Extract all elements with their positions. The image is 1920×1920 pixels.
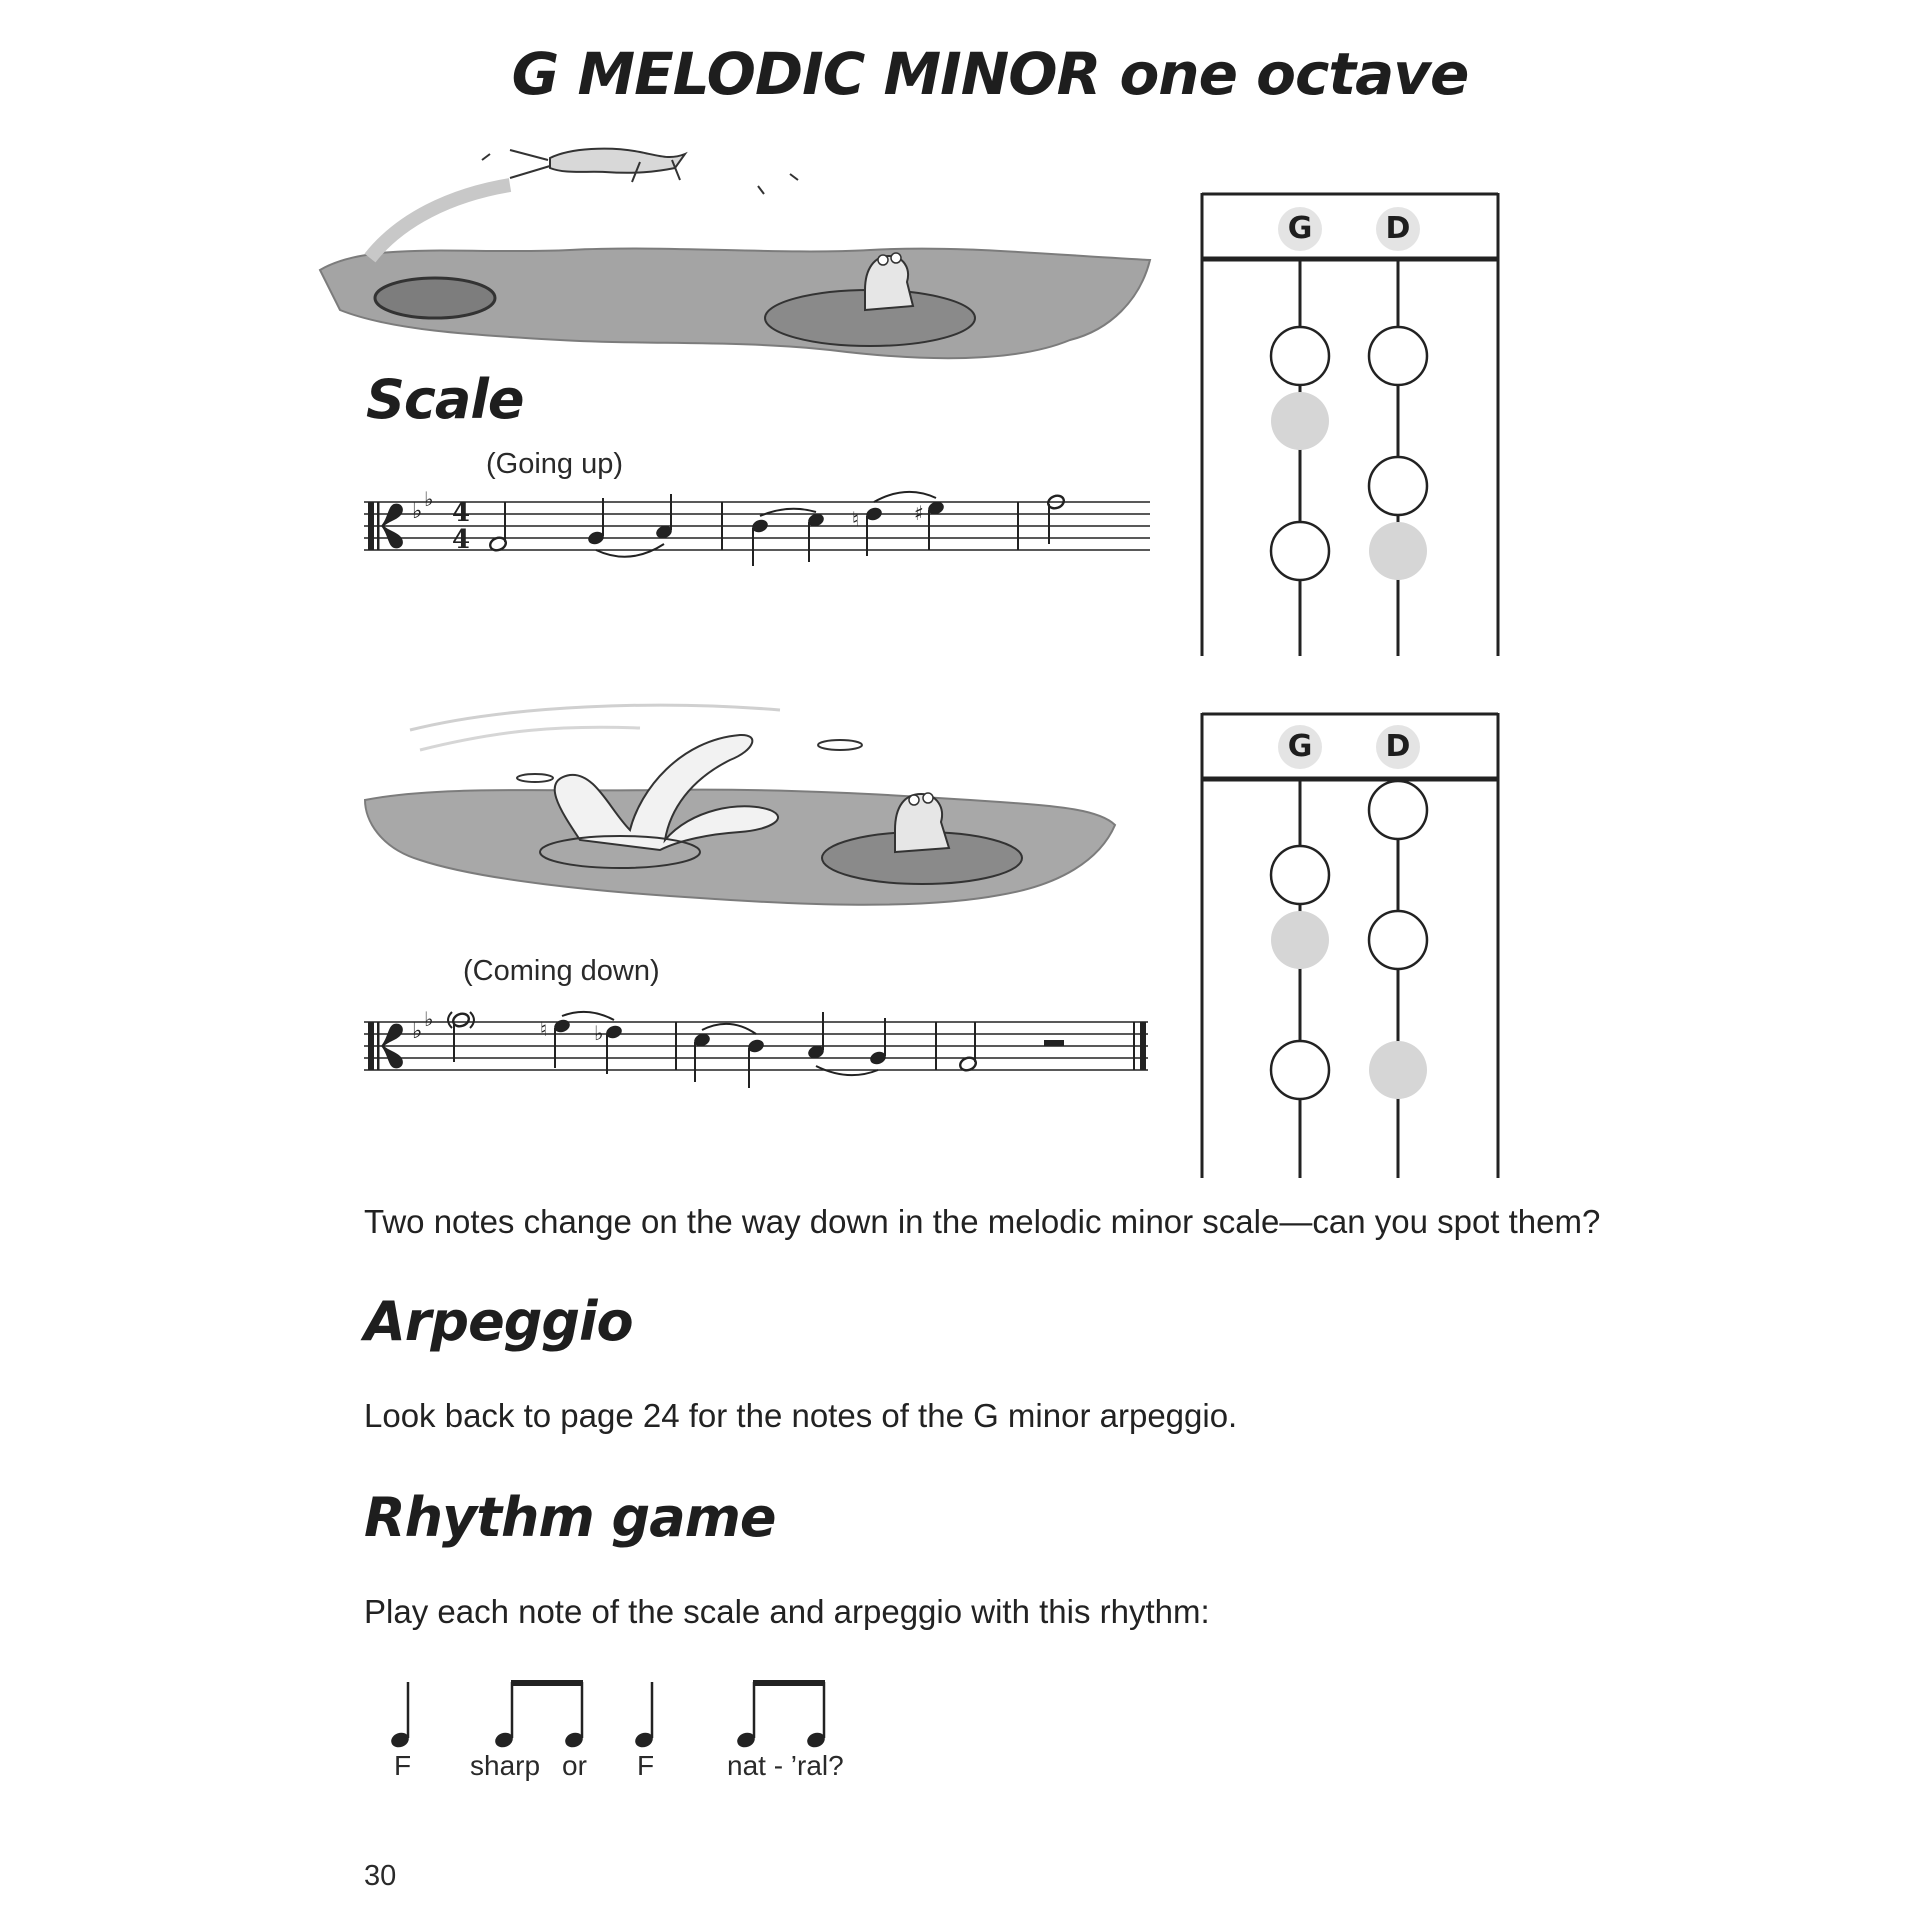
rhythm-syllable: sharp [470, 1750, 541, 1781]
arpeggio-heading: Arpeggio [364, 1290, 633, 1353]
open-finger-dot [1271, 1041, 1329, 1099]
pond-splash-illustration-bottom [360, 700, 1120, 925]
string-label-g: G [1287, 729, 1313, 764]
sharp-sign-icon: ♯ [914, 501, 924, 525]
natural-sign-icon: ♮ [852, 507, 860, 531]
shaded-finger-dot [1369, 1041, 1427, 1099]
time-signature-top: 4 [452, 498, 471, 528]
natural-sign-icon: ♮ [540, 1017, 548, 1041]
open-finger-dot [1271, 327, 1329, 385]
string-label-d: D [1385, 211, 1411, 246]
open-finger-dot [1369, 911, 1427, 969]
open-finger-dot [1271, 846, 1329, 904]
flat-sign-icon: ♭ [424, 487, 434, 511]
rhythm-syllable: nat - ’ral? [727, 1750, 844, 1781]
going-up-label: (Going up) [486, 448, 624, 480]
flat-sign-icon: ♭ [412, 1019, 423, 1044]
flat-sign-icon: ♭ [594, 1021, 604, 1045]
page-title: G MELODIC MINOR one octave [511, 40, 1469, 108]
pond-frogs-illustration-top [310, 140, 1160, 380]
quarter-note-icon [633, 1682, 655, 1750]
arpeggio-text: Look back to page 24 for the notes of the G minor arpeggio. [364, 1397, 1238, 1434]
open-finger-dot [1369, 327, 1427, 385]
staff-ascending-scale [364, 487, 1150, 582]
flat-sign-icon: ♭ [412, 499, 423, 524]
rhythm-notation [380, 1668, 840, 1758]
shaded-finger-dot [1369, 522, 1427, 580]
fingering-chart-ascending [1200, 193, 1500, 656]
fingering-chart-descending [1200, 713, 1500, 1178]
coming-down-label: (Coming down) [463, 955, 660, 987]
rhythm-syllable: F [637, 1750, 655, 1781]
time-signature-bottom: 4 [452, 525, 471, 555]
open-finger-dot [1271, 522, 1329, 580]
staff-descending-scale [364, 1007, 1150, 1102]
string-label-d: D [1385, 729, 1411, 764]
quarter-note-icon [389, 1682, 411, 1750]
rhythm-syllable: F [394, 1750, 412, 1781]
rhythm-game-heading: Rhythm game [364, 1486, 776, 1549]
half-rest-icon [1044, 1040, 1064, 1046]
flat-sign-icon: ♭ [424, 1007, 434, 1031]
beamed-eighth-notes-icon [735, 1680, 827, 1750]
beamed-eighth-notes-icon [493, 1680, 585, 1750]
rhythm-game-text: Play each note of the scale and arpeggio with this rhythm: [364, 1593, 1210, 1630]
rhythm-syllable: or [562, 1750, 587, 1781]
page-number: 30 [364, 1860, 397, 1892]
shaded-finger-dot [1271, 911, 1329, 969]
shaded-finger-dot [1271, 392, 1329, 450]
melodic-minor-question: Two notes change on the way down in the melodic minor scale—can you spot them? [364, 1203, 1601, 1240]
scale-heading: Scale [366, 368, 524, 431]
string-label-g: G [1287, 211, 1313, 246]
open-finger-dot [1369, 781, 1427, 839]
open-finger-dot [1369, 457, 1427, 515]
